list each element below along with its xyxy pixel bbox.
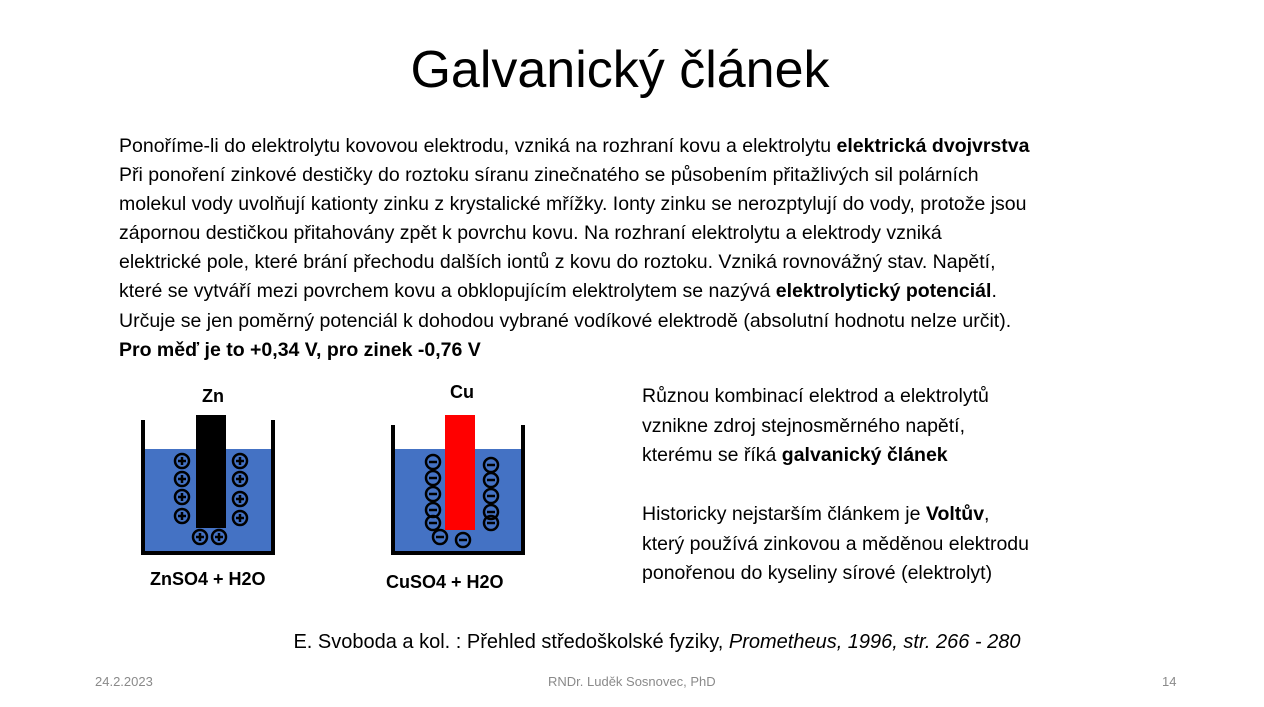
slide-title: Galvanický článek — [410, 41, 830, 99]
footer-author: RNDr. Luděk Sosnovec, PhD — [548, 674, 716, 689]
para-line-6: které se vytváří mezi povrchem kovu a obklopujícím elektrolytem se nazývá — [119, 280, 776, 303]
para-line-3: molekul vody uvolňují kationty zinku z krystalické mřížky. Ionty zinku se nerozptylují do vody, protože jsou — [119, 193, 1027, 216]
term-double-layer: elektrická dvojvrstva — [836, 135, 1030, 157]
right-line-4-end: , — [984, 503, 990, 525]
reference — [0, 627, 1264, 657]
right-line-6: ponořenou do kyseliny sírové (elektrolyt) — [642, 562, 993, 584]
reference-text: E. Svoboda a kol. : Přehled středoškolské fyziky, — [293, 631, 729, 653]
zinc-label: Zn — [202, 386, 224, 406]
term-electrolytic-potential: elektrolytický potenciál — [775, 280, 992, 303]
potential-values: Pro měď je to +0,34 V, pro zinek -0,76 V — [119, 338, 481, 361]
copper-electrode — [445, 415, 475, 530]
reference-publisher: Prometheus, 1996, str. 266 - 280 — [728, 631, 1021, 653]
term-galvanic-cell: galvanický článek — [781, 444, 948, 466]
zinc-electrode — [196, 415, 226, 528]
para-line-5: elektrické pole, které brání přechodu dalších iontů z kovu do roztoku. Vzniká rovnovážný stav. Napětí, — [119, 251, 996, 274]
right-line-4: Historicky nejstarším článkem je — [642, 503, 926, 525]
right-line-1: Různou kombinací elektrod a elektrolytů — [642, 385, 989, 407]
galvanic-explanation — [642, 382, 1162, 589]
footer-page-number: 14 — [1162, 674, 1177, 689]
right-line-2: vznikne zdroj stejnosměrného napětí, — [642, 414, 966, 437]
para-line-4: zápornou destičkou přitahovány zpět k povrchu kovu. Na rozhraní elektrolytu a elektrody vzniká — [119, 222, 942, 245]
term-volta: Voltův — [925, 503, 985, 525]
zinc-solution-label: ZnSO4 + H2O — [150, 569, 266, 589]
right-line-5: který používá zinkovou a měděnou elektrodu — [642, 532, 1029, 555]
right-line-3: kterému se říká — [642, 444, 782, 466]
copper-cell — [393, 415, 523, 553]
para-line-6-end: . — [991, 280, 997, 303]
footer-date: 24.2.2023 — [95, 674, 153, 689]
para-line-1: Ponoříme-li do elektrolytu kovovou elektrodu, vzniká na rozhraní kovu a elektrolytu — [119, 135, 837, 157]
para-line-7: Určuje se jen poměrný potenciál k dohodou vybrané vodíkové elektrodě (absolutní hodnotu nelze určit). — [119, 309, 1012, 332]
copper-label: Cu — [450, 382, 474, 402]
copper-solution-label: CuSO4 + H2O — [386, 572, 504, 592]
zinc-cell — [143, 415, 273, 553]
para-line-2: Při ponoření zinkové destičky do roztoku síranu zinečnatého se působením přitažlivých sil polárních — [119, 164, 979, 187]
